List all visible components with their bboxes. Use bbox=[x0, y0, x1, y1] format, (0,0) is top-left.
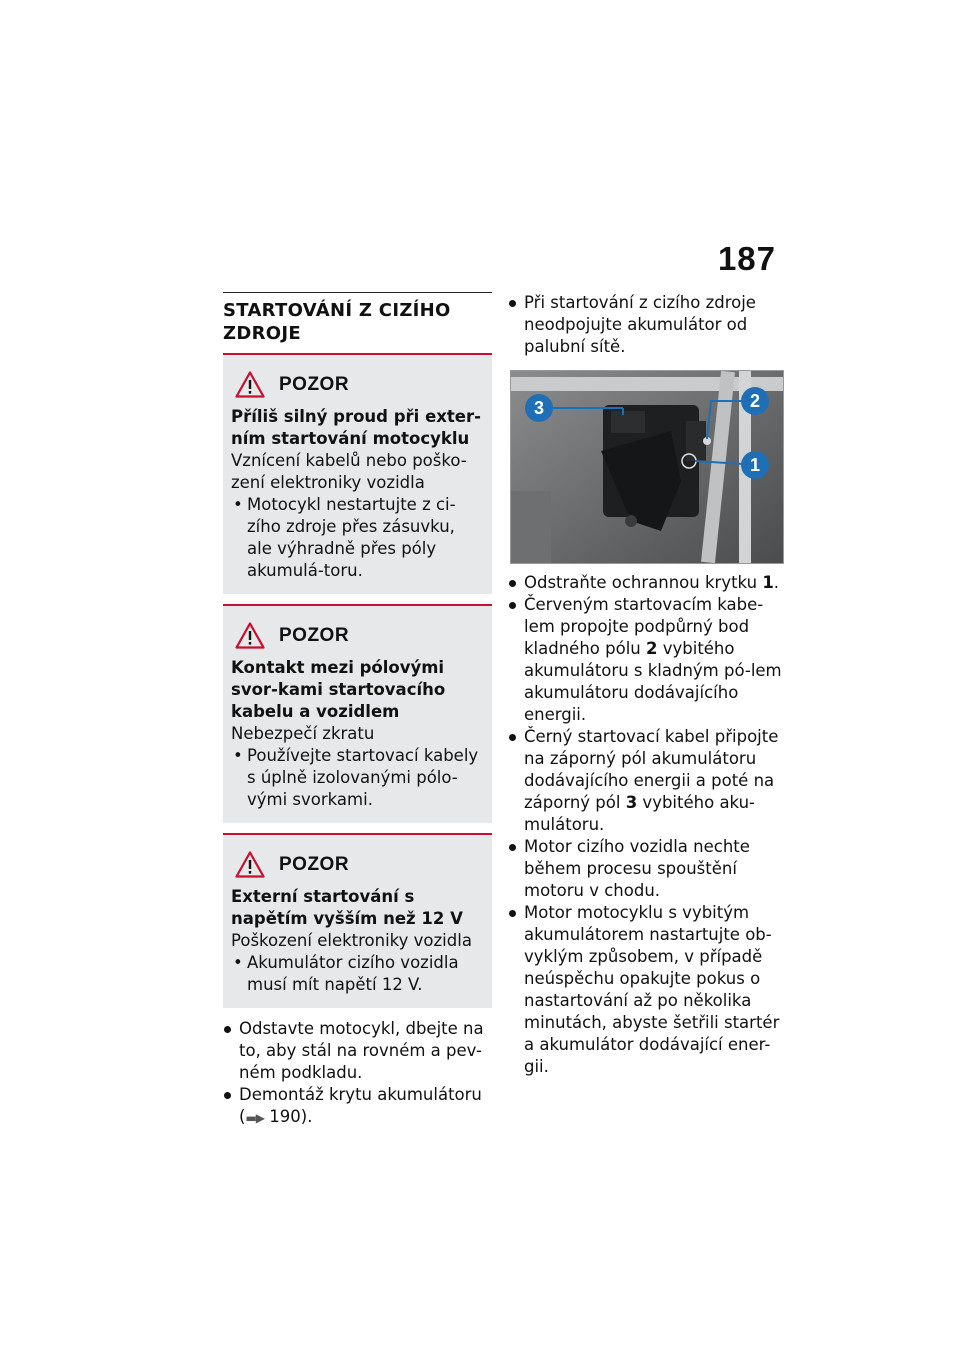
warning-bullet: • Akumulátor cizího vozidla musí mít napětí 12 V. bbox=[231, 952, 484, 996]
battery-illustration bbox=[511, 371, 783, 563]
step-text: Demontáž krytu akumulátoru bbox=[239, 1085, 482, 1104]
warning-box-3 bbox=[223, 833, 492, 1008]
warning-triangle-icon bbox=[235, 371, 265, 398]
right-intro-list bbox=[508, 292, 783, 358]
section-title: STARTOVÁNÍ Z CIZÍHO ZDROJE bbox=[223, 300, 451, 344]
step-item bbox=[508, 726, 783, 836]
callout-badge-2 bbox=[741, 387, 769, 415]
step-item: Motor cizího vozidla nechte během procesu spouštění motoru v chodu. bbox=[508, 836, 783, 902]
part-number: 3 bbox=[625, 793, 638, 812]
warning-title: Externí startování s napětím vyšším než 12 V bbox=[231, 887, 463, 928]
svg-text:3: 3 bbox=[533, 398, 545, 418]
callout-badge-3 bbox=[525, 394, 553, 422]
left-step-list bbox=[223, 1018, 492, 1129]
warning-label: POZOR bbox=[279, 373, 350, 395]
warning-text: Poškození elektroniky vozidla bbox=[231, 931, 472, 950]
warning-header bbox=[235, 622, 484, 649]
warning-bullet: • Používejte startovací kabely s úplně izolovanými pólo-vými svorkami. bbox=[231, 745, 484, 811]
svg-text:2: 2 bbox=[749, 391, 761, 411]
warning-bullet: • Motocykl nestartujte z ci-zího zdroje přes zásuvku, ale výhradně přes póly akumulá-toru. bbox=[231, 494, 484, 582]
callout-badge-1 bbox=[741, 451, 769, 479]
step-item bbox=[508, 594, 783, 726]
warning-label: POZOR bbox=[279, 853, 350, 875]
step-item: Při startování z cizího zdroje neodpojujte akumulátor od palubní sítě. bbox=[508, 292, 783, 358]
warning-text: Nebezpečí zkratu bbox=[231, 724, 375, 743]
page-number: 187 bbox=[717, 240, 776, 277]
page-reference-link[interactable]: 190). bbox=[269, 1107, 313, 1126]
step-item bbox=[508, 572, 783, 594]
step-text: vybitého aku-mulátoru. bbox=[524, 793, 756, 834]
step-text: Černý startovací kabel připojte na záporný pól akumulátoru dodávajícího energii a poté na záporný pól bbox=[524, 727, 779, 812]
step-item: Motor motocyklu s vybitým akumulátorem nastartujte ob-vyklým způsobem, v případě neúspěchu opakujte pokus o nastartování až po několika minutách, abyste šetřili startér a akumulátor dodávající ener-gii. bbox=[508, 902, 783, 1078]
warning-label: POZOR bbox=[279, 624, 350, 646]
part-number: 1 bbox=[762, 573, 774, 592]
step-text: Červeným startovacím kabe-lem propojte podpůrný bod kladného pólu bbox=[524, 595, 764, 658]
step-item: Odstavte motocykl, dbejte na to, aby stál na rovném a pev-ném podkladu. bbox=[223, 1018, 492, 1084]
right-column bbox=[508, 292, 783, 1078]
warning-box-1 bbox=[223, 353, 492, 594]
warning-title: Kontakt mezi pólovými svor-kami startovacího kabelu a vozidlem bbox=[231, 658, 446, 721]
warning-header bbox=[235, 851, 484, 878]
right-step-list bbox=[508, 572, 783, 1078]
battery-photo bbox=[510, 370, 784, 564]
page-reference-arrow-icon: ▬▶ bbox=[245, 1111, 265, 1125]
warning-box-2 bbox=[223, 604, 492, 823]
warning-triangle-icon bbox=[235, 851, 265, 878]
warning-header bbox=[235, 371, 484, 398]
step-item: Demontáž krytu akumulátoru (▬▶ 190). bbox=[223, 1084, 492, 1129]
step-text: Odstraňte ochrannou krytku bbox=[524, 573, 763, 592]
warning-title: Příliš silný proud při exter-ním startování motocyklu bbox=[231, 407, 481, 448]
warning-triangle-icon bbox=[235, 622, 265, 649]
warning-bullets bbox=[231, 745, 484, 811]
left-column bbox=[223, 292, 492, 1129]
warning-text: Vznícení kabelů nebo poško-zení elektroniky vozidla bbox=[231, 451, 467, 492]
warning-bullets bbox=[231, 952, 484, 996]
part-number: 2 bbox=[646, 639, 658, 658]
step-text: . bbox=[773, 573, 780, 592]
section-rule bbox=[223, 292, 492, 293]
svg-text:1: 1 bbox=[749, 455, 761, 475]
step-text: vybitého akumulátoru s kladným pó-lem akumulátoru dodávajícího energii. bbox=[524, 639, 782, 724]
warning-bullets bbox=[231, 494, 484, 582]
